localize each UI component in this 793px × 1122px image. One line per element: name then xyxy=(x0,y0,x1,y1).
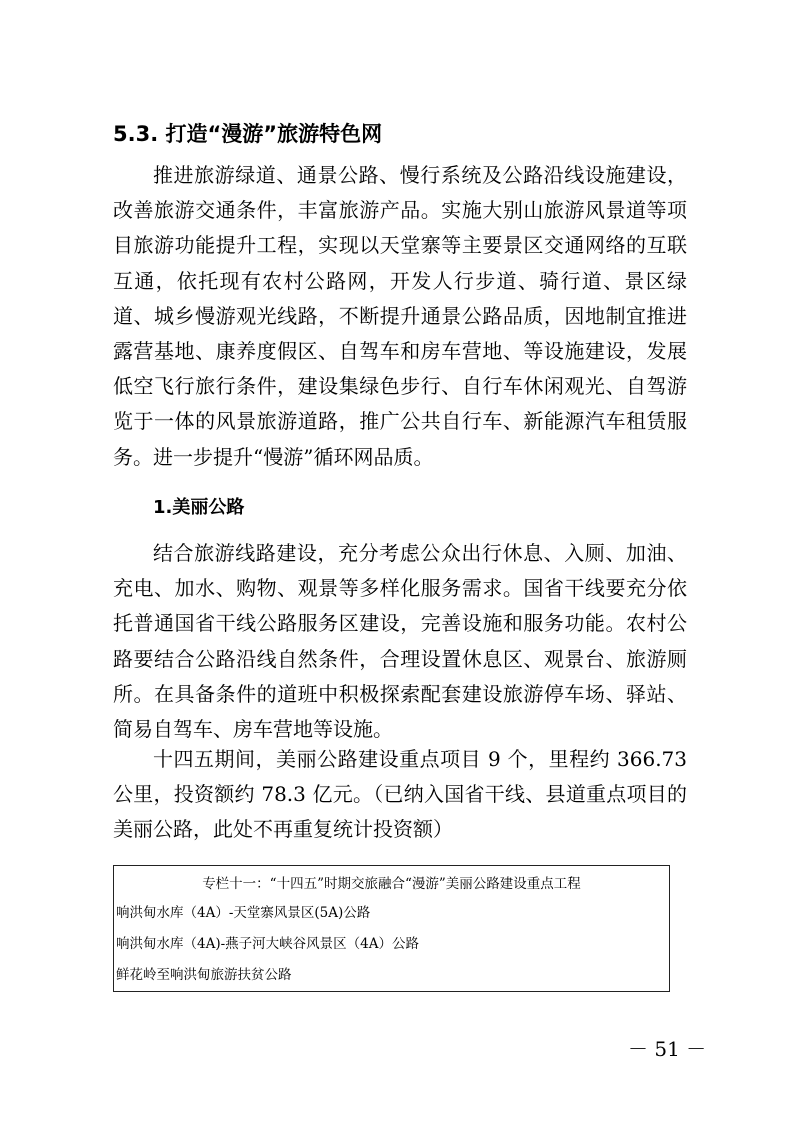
feature-box-item: 响洪甸水库（4A）-天堂寨风景区(5A)公路 xyxy=(116,905,371,921)
investment-paragraph: 十四五期间，美丽公路建设重点项目 9 个，里程约 366.73 公里，投资额约 78.3 亿元。（已纳入国省干线、县道重点项目的美丽公路，此处不再重复统计投资额） xyxy=(113,747,687,842)
subsection-title: 1.美丽公路 xyxy=(153,497,245,518)
beautiful-road-paragraph: 结合旅游线路建设，充分考虑公众出行休息、入厕、加油、充电、加水、购物、观景等多样化服务需求。国省干线要充分依托普通国省干线公路服务区建设，完善设施和服务功能。农村公路要结合公路沿线自然条件，合理设置休息区、观景台、旅游厕所。在具备条件的道班中积极探索配套建设旅游停车场、驿站、简易自驾车、房车营地等设施。 xyxy=(113,541,687,742)
feature-box-item: 响洪甸水库（4A)-燕子河大峡谷风景区（4A）公路 xyxy=(116,936,420,952)
feature-box-title: 专栏十一：“十四五”时期交旅融合“漫游”美丽公路建设重点工程 xyxy=(202,876,581,892)
page-number: － 51 － xyxy=(628,1037,707,1061)
feature-box-item: 鲜花岭至响洪甸旅游扶贫公路 xyxy=(116,967,292,983)
feature-box xyxy=(113,865,670,992)
section-heading: 5.3. 打造“漫游”旅游特色网 xyxy=(113,122,383,146)
intro-paragraph: 推进旅游绿道、通景公路、慢行系统及公路沿线设施建设，改善旅游交通条件，丰富旅游产品。实施大别山旅游风景道等项目旅游功能提升工程，实现以天堂寨等主要景区交通网络的互联互通，依托现有农村公路网，开发人行步道、骑行道、景区绿道、城乡慢游观光线路，不断提升通景公路品质，因地制宜推进露营基地、康养度假区、自驾车和房车营地、等设施建设，发展低空飞行旅行条件，建设集绿色步行、自行车休闲观光、自驾游览于一体的风景旅游道路，推广公共自行车、新能源汽车租赁服务。进一步提升“慢游”循环网品质。 xyxy=(113,163,687,469)
